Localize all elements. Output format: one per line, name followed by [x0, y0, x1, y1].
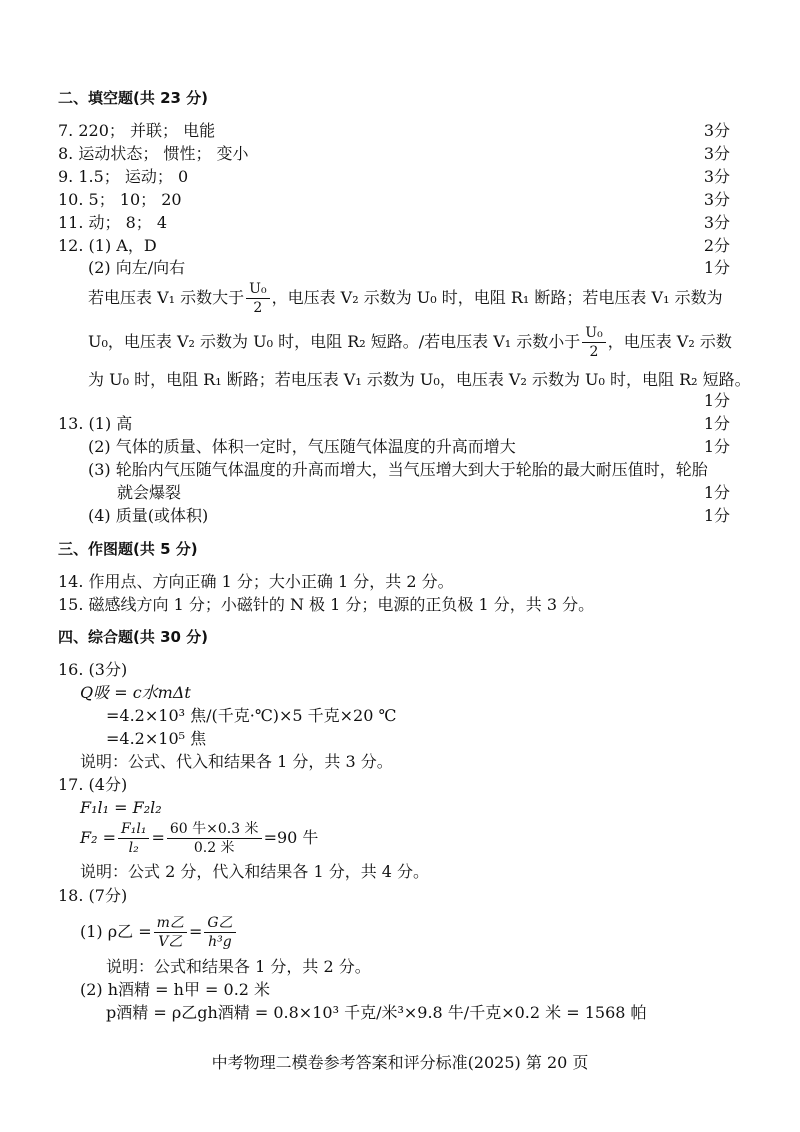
text: F₂ = — [80, 828, 117, 847]
note-16: 说明：公式、代入和结果各 1 分，共 3 分。 — [80, 752, 393, 771]
numerator: G乙 — [204, 914, 235, 933]
score-7: 3分 — [703, 121, 730, 140]
numerator: U₀ — [246, 280, 269, 299]
answer-12-para-2 — [88, 322, 732, 362]
answer-13-2: (2) 气体的质量、体积一定时，气压随气体温度的升高而增大 — [88, 437, 516, 456]
score-13-2: 1分 — [703, 437, 730, 456]
score-13-3: 1分 — [703, 483, 730, 502]
answer-12-para-3: 为 U₀ 时，电阻 R₁ 断路；若电压表 V₁ 示数为 U₀，电压表 V₂ 示数为 U₀ 时，电阻 R₂ 短路。 — [88, 370, 751, 389]
answer-12-2: (2) 向左/向右 — [88, 258, 186, 277]
formula-16-2: =4.2×10³ 焦/(千克·℃)×5 千克×20 ℃ — [106, 706, 397, 725]
text: =90 牛 — [263, 828, 319, 847]
note-17: 说明：公式 2 分，代入和结果各 1 分，共 4 分。 — [80, 862, 430, 881]
text: ，电压表 V₂ 示数为 U₀ 时，电阻 R₁ 断路；若电压表 V₁ 示数为 — [271, 288, 723, 307]
fraction-m-over-v — [154, 914, 187, 951]
numerator: F₁l₁ — [118, 820, 149, 839]
denominator: h³g — [208, 934, 232, 950]
denominator: l₂ — [128, 840, 139, 856]
denominator: 0.2 米 — [193, 840, 235, 856]
denominator: 2 — [253, 300, 263, 316]
section-heading-comprehensive: 四、综合题(共 30 分) — [58, 628, 209, 646]
text: (1) ρ乙 = — [80, 922, 152, 941]
answer-13-1: 13. (1) 高 — [58, 414, 133, 433]
section-heading-fill-in: 二、填空题(共 23 分) — [58, 89, 209, 107]
formula-17-1: F₁l₁ = F₂l₂ — [80, 798, 162, 817]
answer-13-3-cont: 就会爆裂 — [117, 483, 182, 502]
answer-12-para-1 — [88, 278, 723, 318]
formula-18-2b: p酒精 = ρ乙gh酒精 = 0.8×10³ 千克/米³×9.8 牛/千克×0.2 米 = 1568 帕 — [106, 1003, 647, 1022]
text: U₀，电压表 V₂ 示数为 U₀ 时，电阻 R₂ 短路。/若电压表 V₁ 示数小于 — [88, 332, 581, 351]
numerator: m乙 — [154, 914, 187, 933]
formula-18-1: (1) ρ乙 = $\frac{\text{m乙}}{\text{V乙}}$ = $\frac{\text{G乙}}{\text{h³g}}$ — [80, 910, 238, 954]
answer-17-header: 17. (4分) — [58, 775, 128, 794]
page-footer: 中考物理二模卷参考答案和评分标准(2025) 第 20 页 — [211, 1053, 589, 1072]
score-8: 3分 — [703, 144, 730, 163]
answer-16-header: 16. (3分) — [58, 660, 128, 679]
answer-15: 15. 磁感线方向 1 分；小磁针的 N 极 1 分；电源的正负极 1 分，共 3 分。 — [58, 595, 595, 614]
fraction-g-over-h3g — [204, 914, 235, 951]
note-18-1: 说明：公式和结果各 1 分，共 2 分。 — [106, 957, 371, 976]
formula-18-2a: (2) h酒精 = h甲 = 0.2 米 — [80, 980, 271, 999]
score-11: 3分 — [703, 213, 730, 232]
score-12-1: 2分 — [703, 236, 730, 255]
section-heading-drawing: 三、作图题(共 5 分) — [58, 540, 198, 558]
score-9: 3分 — [703, 167, 730, 186]
formula-17-2: F₂ = $\frac{\text{F₁l₁}}{\text{l₂}}$ = $\frac{\text{60 牛×0.3 米}}{\text{0.2 米}}$ =90 牛 — [80, 821, 319, 856]
score-13-1: 1分 — [703, 414, 730, 433]
answer-11: 11. 动； 8； 4 — [58, 213, 168, 232]
fraction-f1l1-over-l2 — [118, 820, 149, 857]
answer-10: 10. 5； 10； 20 — [58, 190, 182, 209]
text: 若电压表 V₁ 示数大于 — [88, 288, 245, 307]
answer-12-1: 12. (1) A，D — [58, 236, 157, 255]
answer-7: 7. 220； 并联； 电能 — [58, 121, 216, 140]
answer-14: 14. 作用点、方向正确 1 分；大小正确 1 分，共 2 分。 — [58, 572, 454, 591]
fraction-u0-over-2 — [246, 280, 269, 317]
text: ，电压表 V₂ 示数 — [607, 332, 732, 351]
answer-13-3: (3) 轮胎内气压随气体温度的升高而增大，当气压增大到大于轮胎的最大耐压值时，轮胎 — [88, 460, 708, 479]
fraction-u0-over-2 — [582, 324, 605, 361]
fraction-values — [167, 820, 262, 857]
denominator: 2 — [589, 344, 599, 360]
score-12-2: 1分 — [703, 258, 730, 277]
denominator: V乙 — [158, 934, 183, 950]
answer-13-4: (4) 质量(或体积) — [88, 506, 209, 525]
numerator: 60 牛×0.3 米 — [167, 820, 262, 839]
formula-16-1: Q吸 = c水mΔt — [80, 683, 191, 702]
answer-9: 9. 1.5； 运动； 0 — [58, 167, 189, 186]
formula-16-3: =4.2×10⁵ 焦 — [106, 729, 207, 748]
answer-8: 8. 运动状态； 惯性； 变小 — [58, 144, 249, 163]
score-13-4: 1分 — [703, 506, 730, 525]
numerator: U₀ — [582, 324, 605, 343]
answer-18-header: 18. (7分) — [58, 886, 128, 905]
score-10: 3分 — [703, 190, 730, 209]
score-12-para: 1分 — [703, 391, 730, 410]
